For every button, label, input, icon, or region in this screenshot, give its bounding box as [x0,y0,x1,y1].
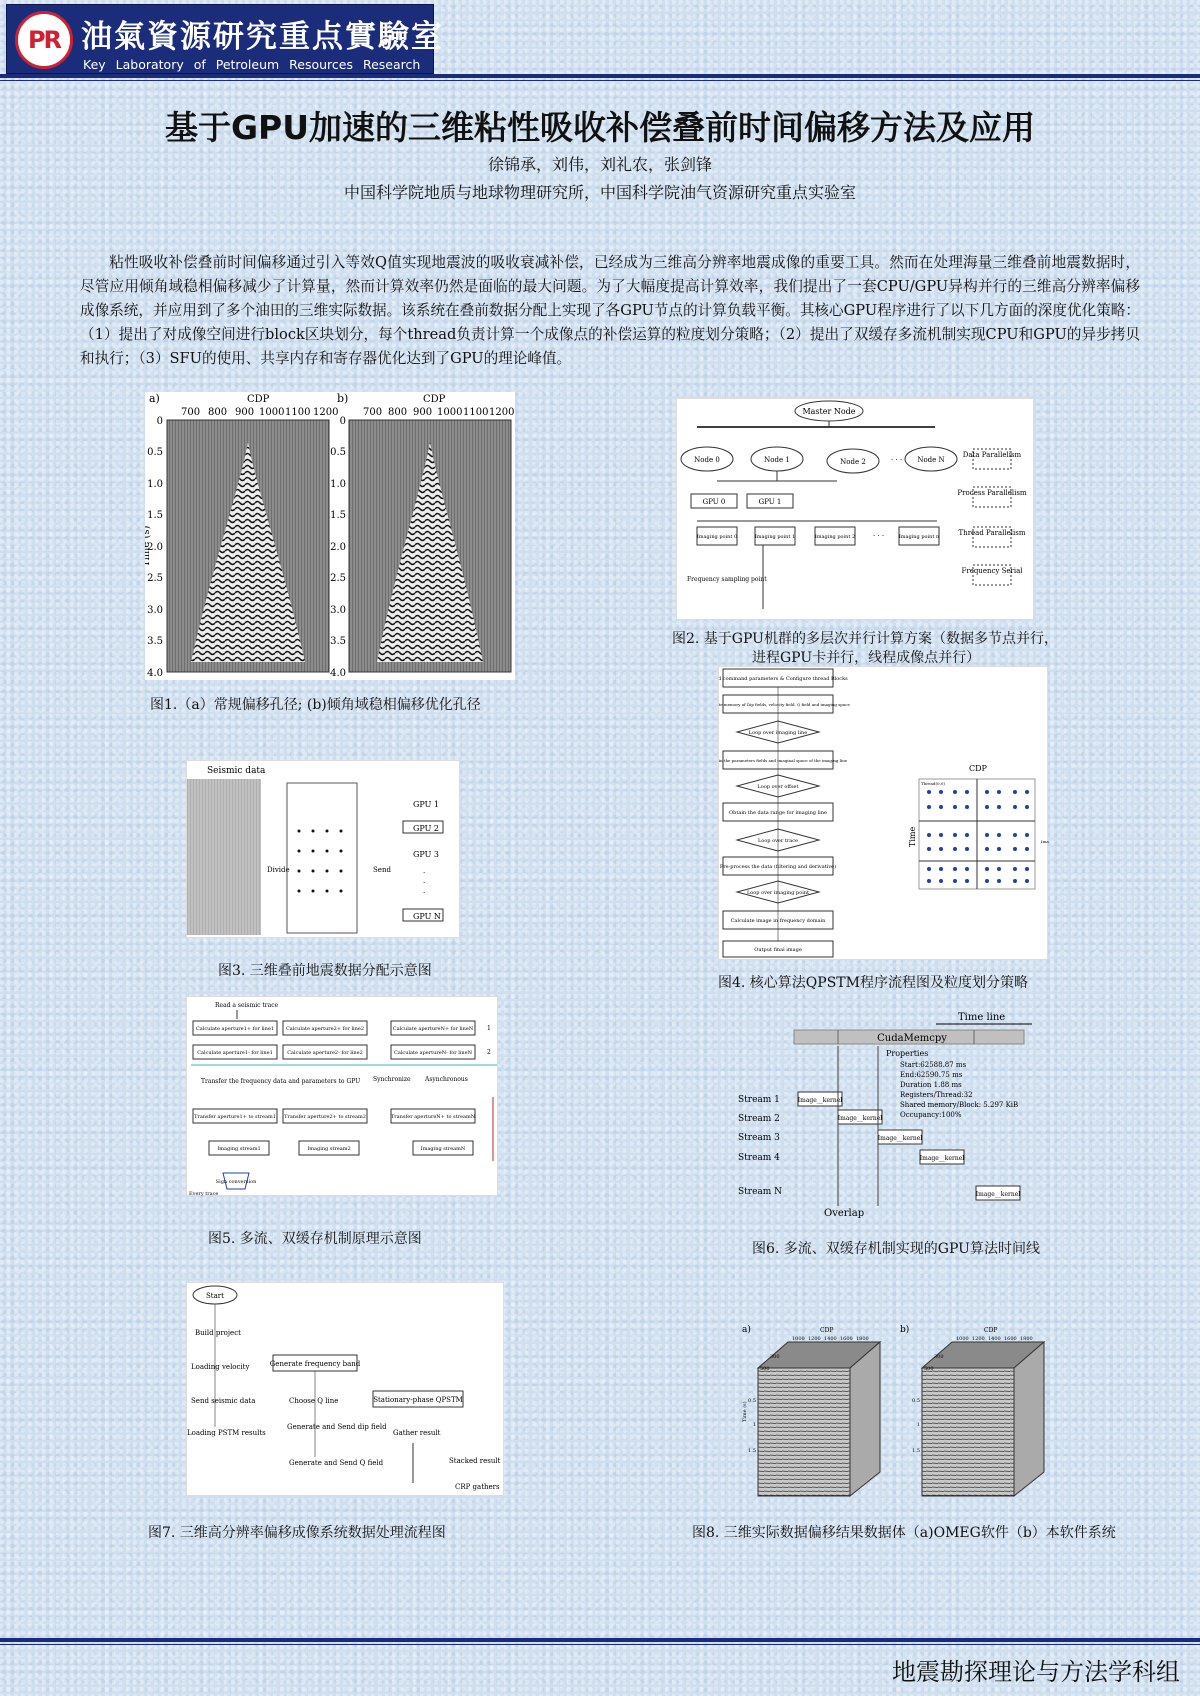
svg-text:2: 2 [487,1049,491,1056]
svg-text:3.5: 3.5 [330,636,346,647]
svg-text:Occupancy:100%: Occupancy:100% [900,1111,962,1119]
svg-text:2.5: 2.5 [330,573,346,584]
svg-text:300: 300 [934,1354,944,1360]
svg-text:CDP: CDP [820,1327,834,1334]
fig2-node-2: Node 2 [840,458,866,466]
svg-text:900: 900 [235,407,255,418]
figure-8-graphic [740,1322,1064,1498]
authors: 徐锦承，刘伟，刘礼农，张剑锋 [487,155,712,174]
figure-4 [718,666,1048,960]
fig1-panel-b-label: b) [337,392,349,405]
svg-text:3.5: 3.5 [147,636,163,647]
fig2-master-node: Master Node [802,407,856,416]
svg-text:1.5: 1.5 [748,1448,756,1454]
svg-text:·: · [423,879,426,887]
svg-text:4.0: 4.0 [330,668,346,679]
research-group-name: 地震勘探理论与方法学科组 [892,1658,1180,1686]
figure-2-graphic [677,399,1035,621]
fig4-time-label: Time [908,826,917,847]
svg-text:0.5: 0.5 [147,447,163,458]
svg-text:· · ·: · · · [873,532,885,540]
svg-text:Transfer apertureN+ to streamN: Transfer apertureN+ to streamN [390,1114,476,1120]
svg-text:Calculate image in frequency d: Calculate image in frequency domain [730,918,826,924]
fig4-imaging-point-label: Ima [1041,839,1049,844]
svg-text:Stream 4: Stream 4 [738,1153,780,1163]
svg-text:Image__kernel: Image__kernel [797,1097,843,1104]
svg-text:Loop over imaging line: Loop over imaging line [748,730,808,736]
figure-2-caption-line1: 图2. 基于GPU机群的多层次并行计算方案（数据多节点并行， [672,631,1058,647]
fig1-b-cdp-label: CDP [423,394,446,405]
svg-text:Build project: Build project [195,1329,241,1337]
svg-text:900: 900 [413,407,433,418]
svg-text:Shared memory/Block: 5.297 KiB: Shared memory/Block: 5.297 KiB [900,1101,1019,1109]
svg-text:Image__kernel: Image__kernel [837,1115,883,1122]
svg-text:1000: 1000 [259,407,285,418]
figure-5-caption: 图5. 多流、双缓存机制原理示意图 [208,1231,422,1247]
svg-text:1800: 1800 [856,1336,869,1342]
fig6-overlap-label: Overlap [824,1208,865,1219]
svg-text:Loop over offset: Loop over offset [757,784,799,790]
svg-text:1600: 1600 [840,1336,853,1342]
svg-text:Asynchronous: Asynchronous [425,1076,468,1083]
svg-text:800: 800 [208,407,228,418]
svg-text:Transfer aperture1+ to stream1: Transfer aperture1+ to stream1 [194,1114,276,1120]
svg-text:0.5: 0.5 [912,1398,920,1404]
figure-5 [186,996,498,1196]
figure-5-graphic [187,997,499,1197]
svg-text:Transfer aperture2+ to stream2: Transfer aperture2+ to stream2 [284,1114,366,1120]
svg-text:Calculate apertureN+ for lineN: Calculate apertureN+ for lineN [392,1026,474,1032]
fig6-timeline-label: Time line [958,1012,1006,1023]
svg-text:Start:62588.87 ms: Start:62588.87 ms [900,1061,967,1069]
figure-7-caption: 图7. 三维高分辨率偏移成像系统数据处理流程图 [148,1525,446,1541]
fig2-thread-parallelism: Thread Parallelism [958,529,1026,537]
svg-text:Stacked result: Stacked result [449,1457,501,1465]
fig2-process-parallelism: Process Parallelism [957,489,1027,497]
figure-4-caption: 图4. 核心算法QPSTM程序流程图及粒度划分策略 [718,975,1028,991]
svg-text:Imaging streamN: Imaging streamN [420,1146,466,1152]
svg-text:1100: 1100 [463,407,489,418]
svg-text:700: 700 [363,407,383,418]
svg-text:2.0: 2.0 [330,542,346,553]
footer-divider-thin [0,1644,1200,1645]
svg-text:1200: 1200 [808,1336,821,1342]
svg-text:Choose Q line: Choose Q line [289,1397,339,1405]
svg-text:Loading PSTM results: Loading PSTM results [187,1429,266,1437]
svg-text:·: · [423,889,426,897]
svg-text:Every trace: Every trace [189,1191,219,1197]
svg-text:2.5: 2.5 [147,573,163,584]
fig2-gpu-0: GPU 0 [702,498,726,506]
svg-text:Duration 1.88 ms: Duration 1.88 ms [900,1081,962,1089]
affiliation: 中国科学院地质与地球物理研究所，中国科学院油气资源研究重点实验室 [343,183,856,202]
svg-text:1.5: 1.5 [147,510,163,521]
fig1-panel-a-label: a) [149,392,160,405]
fig2-node-0: Node 0 [694,456,720,464]
svg-text:1.0: 1.0 [330,479,346,490]
svg-text:Imaging stream2: Imaging stream2 [307,1146,351,1152]
fig1-a-cdp-label: CDP [247,394,270,405]
svg-text:Loop over imaging point: Loop over imaging point [746,890,810,896]
figure-1-graphic [145,392,515,680]
fig1-y-axis-label: Time (s) [145,525,152,567]
lab-name-english: Key Laboratory of Petroleum Resources Research [83,57,421,72]
figure-8 [740,1322,1064,1498]
svg-text:0: 0 [156,416,163,427]
svg-text:Gather result: Gather result [393,1429,441,1437]
svg-text:Image__kernel: Image__kernel [975,1191,1021,1198]
svg-text:Generate and Send Q field: Generate and Send Q field [289,1459,384,1467]
fig2-node-1: Node 1 [764,456,790,464]
fig2-data-parallelism: Data Parallelism [962,451,1022,459]
svg-text:End:62590.75 ms: End:62590.75 ms [900,1071,963,1079]
svg-text:Pre-process the data (filterin: Pre-process the data (filtering and derivative) [719,864,837,870]
abstract-paragraph: 粘性吸收补偿叠前时间偏移通过引入等效Q值实现地震波的吸收衰减补偿，已经成为三维高分辨率地震成像的重要工具。然而在处理海量三维叠前地震数据时，尽管应用倾角域稳相偏移减少了计算量，然而计算效率仍然是面临的最大问题。为了大幅度提高计算效率，我们提出了一套CPU/GPU异构并行的三维高分辨率偏移成像系统，并应用到了多个油田的三维实际数据。该系统在叠前数据分配上实现了各GPU节点的计算负载平衡。其核心GPU程序进行了以下几方面的深度优化策略：（1）提出了对成像空间进行block区块划分，每个thread负责计算一个成像点的补偿运算的粒度划分策略；（2）提出了双缓存多流机制实现CPU和GPU的异步拷贝和执行；（3）SFU的使用、共享内存和寄存器优化达到了GPU的理论峰值。 [80,254,1140,367]
fig3-gpu-2: GPU 2 [413,824,440,833]
svg-text:Image__kernel: Image__kernel [919,1155,965,1162]
svg-text:1200: 1200 [313,407,339,418]
lab-logo-banner [6,4,444,74]
header-divider [0,74,1200,78]
svg-text:Imaging point n: Imaging point n [898,534,940,540]
svg-text:0.5: 0.5 [330,447,346,458]
svg-text:·: · [423,869,426,877]
svg-text:Calculate aperture1- for line1: Calculate aperture1- for line1 [197,1050,273,1056]
lab-name-chinese: 油氣資源研究重点實驗室 [81,19,444,55]
svg-text:Stream 2: Stream 2 [738,1114,780,1124]
figure-3-graphic [187,761,461,939]
poster-title: 基于GPU加速的三维粘性吸收补偿叠前时间偏移方法及应用 [164,108,1036,147]
fig2-node-n: Node N [917,456,945,464]
svg-text:Generate frequency band: Generate frequency band [269,1360,361,1368]
svg-text:Imaging point 1: Imaging point 1 [754,534,796,540]
fig8-panel-b-label: b) [900,1325,910,1335]
fig4-cdp-label: CDP [969,764,987,773]
fig3-send-label: Send [373,866,391,874]
svg-text:1: 1 [916,1422,920,1428]
svg-text:Sign conversion: Sign conversion [215,1179,257,1185]
svg-text:Stream 1: Stream 1 [738,1095,780,1105]
svg-text:0.5: 0.5 [748,1398,756,1404]
svg-text:Imaging point 0: Imaging point 0 [696,534,738,540]
fig2-frequency-point: Frequency sampling point [687,576,767,583]
svg-text:Start: Start [206,1292,224,1300]
svg-text:Calculate aperture2- for line2: Calculate aperture2- for line2 [287,1050,363,1056]
svg-text:1200: 1200 [489,407,515,418]
svg-text:1000: 1000 [792,1336,805,1342]
fig3-seismic-label: Seismic data [207,766,266,776]
fig2-gpu-1: GPU 1 [758,498,782,506]
figure-1-caption: 图1.（a）常规偏移孔径; (b)倾角域稳相偏移优化孔径 [150,697,481,713]
svg-text:CRP gathers: CRP gathers [455,1483,500,1491]
svg-text:Loading velocity: Loading velocity [191,1363,250,1371]
svg-text:Imaging stream1: Imaging stream1 [217,1146,261,1152]
svg-text:Obtain the parameters fields a: Obtain the parameters fields and imaginal space of the imaging line [719,758,848,763]
svg-text:1400: 1400 [824,1336,837,1342]
svg-text:Imaging point 2: Imaging point 2 [814,534,856,540]
svg-text:Output final image: Output final image [754,947,802,953]
svg-text:500: 500 [924,1366,934,1372]
svg-text:Calculate apertureN- for lineN: Calculate apertureN- for lineN [394,1050,472,1056]
svg-text:1200: 1200 [972,1336,985,1342]
svg-text:Calculate aperture1+ for line1: Calculate aperture1+ for line1 [195,1026,275,1032]
svg-text:Calculate aperture2+ for line2: Calculate aperture2+ for line2 [285,1026,365,1032]
svg-text:700: 700 [181,407,201,418]
svg-text:1.0: 1.0 [147,479,163,490]
svg-text:Generate and Send dip field: Generate and Send dip field [287,1423,387,1431]
svg-text:2.0: 2.0 [147,542,163,553]
figure-7 [186,1282,504,1496]
svg-text:CDP: CDP [984,1327,998,1334]
svg-text:1800: 1800 [1020,1336,1033,1342]
svg-text:Thread(0,0): Thread(0,0) [921,781,945,786]
svg-text:1000: 1000 [956,1336,969,1342]
svg-text:1000: 1000 [437,407,463,418]
fig2-frequency-serial: Frequency Serial [961,567,1023,575]
svg-text:1: 1 [487,1025,491,1032]
svg-text:1600: 1600 [1004,1336,1017,1342]
figure-6 [736,1010,1042,1220]
figure-1 [145,392,515,680]
fig1-a-x-ticks [181,407,338,418]
header-divider-thin [0,80,1200,81]
footer-divider [0,1638,1200,1642]
svg-text:Properties: Properties [886,1049,929,1058]
figure-4-graphic [719,667,1049,961]
fig1-b-x-ticks [363,407,514,418]
svg-text:800: 800 [388,407,408,418]
figure-8-caption: 图8. 三维实际数据偏移结果数据体（a)OMEG软件（b）本软件系统 [692,1525,1116,1541]
figure-2 [676,398,1034,620]
svg-text:1.5: 1.5 [330,510,346,521]
svg-text:Synchronize: Synchronize [373,1076,411,1083]
svg-text:1100: 1100 [285,407,311,418]
svg-text:Read command parameters & Conf: Read command parameters & Configure thread Blocks [719,676,848,682]
fig3-gpu-1: GPU 1 [413,800,440,809]
svg-text:4.0: 4.0 [147,668,163,679]
fig1-b-y-ticks [330,416,346,679]
svg-text:Transfer the frequency data an: Transfer the frequency data and parameters to GPU [201,1078,361,1085]
fig5-read-trace: Read a seismic trace [215,1002,279,1009]
pr-logo-icon: PR [15,11,73,69]
svg-text:Stream N: Stream N [738,1187,783,1197]
svg-text:Allocate memory of Dip fields,: Allocate memory of Dip fields, velocity field, Q field and imaging space [719,702,850,707]
svg-text:0: 0 [339,416,346,427]
svg-text:Send seismic data: Send seismic data [191,1397,256,1405]
fig8-panel-a-label: a) [742,1325,751,1335]
fig3-divide-label: Divide [267,866,290,874]
figure-2-caption-line2: 进程GPU卡并行，线程成像点并行） [752,650,981,666]
svg-text:Registers/Thread:32: Registers/Thread:32 [900,1091,973,1099]
svg-text:Time (s): Time (s) [742,1401,748,1422]
figure-3 [186,760,460,938]
svg-text:Stream 3: Stream 3 [738,1133,780,1143]
svg-text:300: 300 [770,1354,780,1360]
svg-text:3.0: 3.0 [147,605,163,616]
svg-text:500: 500 [760,1366,770,1372]
fig3-gpu-n: GPU N [413,912,441,921]
svg-text:Image__kernel: Image__kernel [877,1135,923,1142]
fig3-gpu-3: GPU 3 [413,850,440,859]
svg-text:Obtain the data range for imag: Obtain the data range for imaging line [729,810,827,816]
svg-text:1400: 1400 [988,1336,1001,1342]
svg-text:Stationary-phase QPSTM: Stationary-phase QPSTM [373,1396,463,1404]
svg-text:· · ·: · · · [891,456,903,464]
svg-text:1: 1 [752,1422,756,1428]
figure-3-caption: 图3. 三维叠前地震数据分配示意图 [218,963,432,979]
svg-text:3.0: 3.0 [330,605,346,616]
figure-6-graphic [736,1010,1042,1220]
svg-text:Loop over trace: Loop over trace [757,838,799,844]
figure-6-caption: 图6. 多流、双缓存机制实现的GPU算法时间线 [752,1241,1040,1257]
figure-7-graphic [187,1283,505,1497]
fig6-cudamemcpy: CudaMemcpy [877,1033,947,1044]
svg-text:1.5: 1.5 [912,1448,920,1454]
